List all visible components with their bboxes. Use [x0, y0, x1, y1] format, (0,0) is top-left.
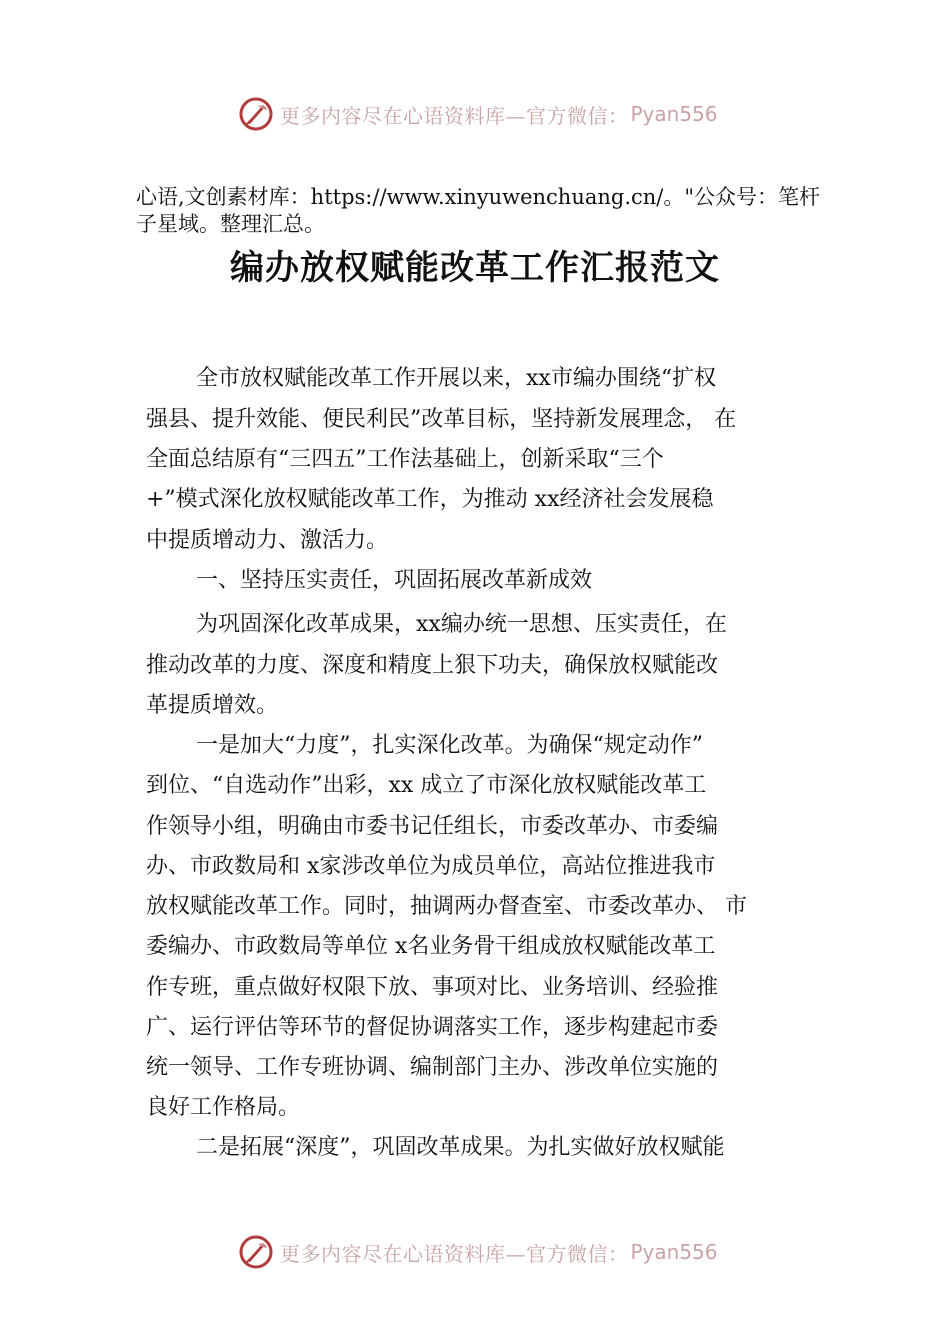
document-title: 编办放权赋能改革工作汇报范文	[230, 248, 720, 288]
body-line: 全面总结原有“三四五”工作法基础上，创新采取“三个	[146, 447, 664, 472]
body-line: 一是加大“力度”，扎实深化改革。为确保“规定动作”	[196, 733, 703, 758]
body-line: 作领导小组，明确由市委书记任组长，市委改革办、市委编	[146, 814, 719, 839]
watermark-text: 更多内容尽在心语资料库—官方微信：	[280, 1241, 629, 1266]
body-line: 广、运行评估等环节的督促协调落实工作，逐步构建起市委	[146, 1015, 719, 1040]
body-line: +”模式深化放权赋能改革工作，为推动 xx经济社会发展稳	[146, 487, 714, 512]
body-line: 强县、提升效能、便民利民”改革目标，坚持新发展理念， 在	[146, 407, 737, 432]
body-line: 到位、“自选动作”出彩，xx 成立了市深化放权赋能改革工	[146, 773, 707, 798]
body-line: 中提质增动力、激活力。	[146, 528, 389, 553]
body-line: 作专班，重点做好权限下放、事项对比、业务培训、经验推	[146, 975, 719, 1000]
section-heading: 一、坚持压实责任，巩固拓展改革新成效	[196, 568, 593, 593]
body-line: 办、市政数局和 x家涉改单位为成员单位，高站位推进我市	[146, 854, 716, 879]
body-line: 委编办、市政数局等单位 x名业务骨干组成放权赋能改革工	[146, 934, 716, 959]
body-line: 革提质增效。	[146, 693, 279, 718]
feather-pen-circle-icon	[238, 1234, 274, 1270]
watermark-handle: Pyan556	[630, 102, 718, 126]
body-line: 放权赋能改革工作。同时，抽调两办督查室、市委改革办、 市	[146, 894, 747, 919]
body-line: 良好工作格局。	[146, 1095, 301, 1120]
body-line: 统一领导、工作专班协调、编制部门主办、涉改单位实施的	[146, 1055, 719, 1080]
body-line: 推动改革的力度、深度和精度上狠下功夫，确保放权赋能改	[146, 653, 719, 678]
source-note: 心语,文创素材库：https://www.xinyuwenchuang.cn/。"公众号：笔杆子星域。整理汇总。	[136, 185, 821, 236]
header-watermark	[238, 94, 718, 134]
watermark-text: 更多内容尽在心语资料库—官方微信：	[280, 103, 629, 128]
footer-watermark	[238, 1232, 718, 1272]
feather-pen-circle-icon	[238, 96, 274, 132]
watermark-handle: Pyan556	[630, 1240, 718, 1264]
body-line: 为巩固深化改革成果，xx编办统一思想、压实责任，在	[196, 612, 727, 637]
body-line: 二是拓展“深度”，巩固改革成果。为扎实做好放权赋能	[196, 1135, 725, 1160]
body-line: 全市放权赋能改革工作开展以来，xx市编办围绕“扩权	[196, 366, 717, 391]
